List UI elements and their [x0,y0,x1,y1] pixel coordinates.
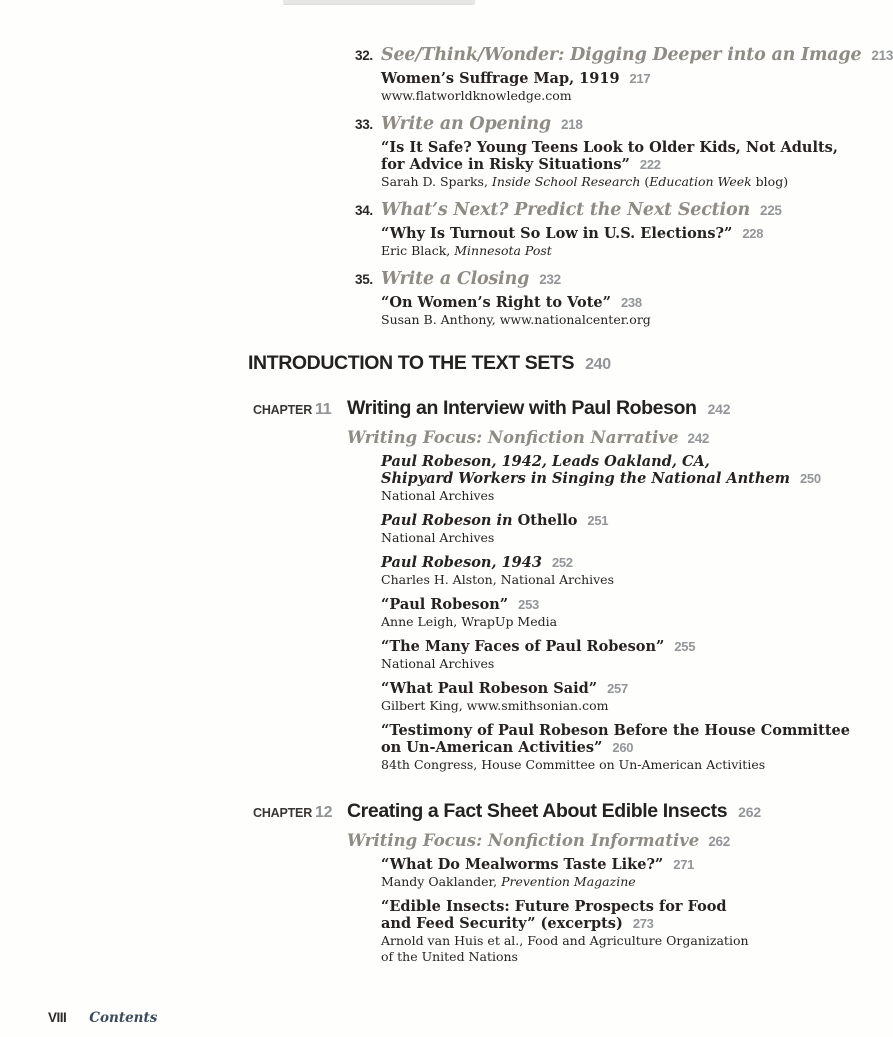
reading-source [381,312,824,328]
strategy-item [355,44,893,104]
reading-title [381,898,761,932]
focus-page-number: 262 [708,834,730,849]
reading-entry [381,554,850,588]
text-segment: Women’s Suffrage Map, 1919 [381,70,620,87]
chapter-title-line [347,799,761,824]
reading-entry [381,294,824,328]
reading-title-line [381,554,850,571]
chapter-title-line [347,396,850,421]
strategy-page-number: 232 [539,272,561,287]
strategy-number: 32. [355,48,373,63]
text-sets-heading-page-number: 240 [585,356,611,373]
strategy-page-number: 213 [871,48,893,63]
reading-source [381,757,850,773]
text-segment: Sarah D. Sparks, [381,174,492,189]
text-segment: Paul Robeson, 1943 [381,554,542,571]
chapter-page-number: 242 [707,401,731,417]
text-segment: Eric Black, [381,243,455,258]
text-segment: “Paul Robeson” [381,596,509,613]
chapter-main [347,799,761,965]
reading-title-line [381,680,850,697]
strategy-readings [381,70,824,104]
reading-source-line [381,174,824,190]
strategy-readings [381,139,838,190]
text-segment: Shipyard Workers in Singing the National Anthem [381,470,790,487]
reading-source-line [381,933,761,949]
strategy-list [355,44,893,328]
strategy-item [355,199,824,259]
reading-entry [381,722,850,773]
strategy-heading [355,199,824,222]
reading-source [381,174,824,190]
focus-page-number: 242 [687,431,710,446]
reading-source [381,614,850,630]
reading-source-line [381,656,850,672]
reading-title [381,638,850,655]
text-sets-heading [248,350,824,378]
reading-source-line [381,88,824,104]
strategy-heading [355,113,824,136]
strategy-page-number: 225 [760,203,782,218]
text-segment: Othello [512,512,578,529]
reading-source-line [381,488,850,504]
strategy-title: See/Think/Wonder: Digging Deeper into an Image [381,45,862,65]
reading-page-number: 271 [673,857,695,872]
text-segment: ( [640,174,650,189]
reading-entry [381,70,824,104]
reading-title [381,680,850,697]
reading-page-number: 257 [607,681,628,696]
chapter-title: Writing an Interview with Paul Robeson [347,397,697,419]
text-segment: Education Week [649,174,752,189]
strategy-page-number: 218 [560,117,583,132]
reading-title [381,554,850,571]
reading-entry [381,139,838,190]
text-segment: 84th Congress, House Committee on Un-American Activities [381,757,766,772]
reading-source [381,698,850,714]
reading-source [381,572,850,588]
writing-focus: Writing Focus: Nonfiction Informative [347,831,700,850]
text-segment: National Archives [381,488,495,503]
reading-source [381,874,761,890]
writing-focus-line [347,427,850,450]
reading-source [381,933,761,965]
reading-title [381,596,850,613]
chapter-readings [381,856,761,965]
text-segment: of the United Nations [381,949,518,964]
reading-entry [381,856,761,890]
chapter-number: 12 [315,804,333,821]
reading-page-number: 250 [799,471,821,486]
reading-page-number: 253 [518,597,539,612]
reading-title-line [381,915,761,932]
chapter-number: 11 [315,401,332,418]
text-segment: blog) [751,174,789,189]
reading-source [381,488,850,504]
reading-title-line [381,470,850,487]
text-segment: Inside School Research [491,174,641,189]
reading-entry [381,512,850,546]
reading-title [381,453,850,487]
reading-title-line [381,294,824,311]
reading-title-line [381,225,824,242]
text-segment: Minnesota Post [454,243,552,258]
text-segment: “The Many Faces of Paul Robeson” [381,638,665,655]
text-segment: “Is It Safe? Young Teens Look to Older Kids, Not Adults, [381,139,838,156]
reading-entry [381,638,850,672]
reading-page-number: 222 [639,157,661,172]
reading-title-line [381,70,824,87]
strategy-heading [355,44,893,67]
strategy-heading [355,268,824,291]
text-segment: www.flatworldknowledge.com [381,88,572,103]
chapter-title: Creating a Fact Sheet About Edible Insects [347,800,728,822]
chapter-word: CHAPTER [253,403,313,417]
reading-page-number: 260 [612,740,634,755]
reading-page-number: 238 [620,295,642,310]
strategy-readings [381,225,824,259]
chapter-label [253,799,347,965]
text-segment: Arnold van Huis et al., Food and Agriculture Organization [381,933,749,948]
strategy-number: 34. [355,203,373,218]
reading-title-line [381,856,761,873]
reading-title [381,512,850,529]
reading-title [381,70,824,87]
reading-title-line [381,139,838,156]
writing-focus: Writing Focus: Nonfiction Narrative [347,428,679,447]
reading-entry [381,680,850,714]
reading-entry [381,898,761,965]
reading-source-line [381,243,824,259]
text-segment: Gilbert King, www.smithsonian.com [381,698,609,713]
reading-page-number: 255 [674,639,696,654]
strategy-title: Write an Opening [381,114,551,134]
reading-page-number: 217 [629,71,651,86]
strategy-readings [381,294,824,328]
chapter-entry [253,799,824,965]
strategy-item [355,113,838,190]
reading-source-line [381,614,850,630]
reading-title [381,856,761,873]
text-segment: Paul Robeson in [381,512,513,529]
text-segment: “Edible Insects: Future Prospects for Food [381,898,727,915]
reading-source-line [381,530,850,546]
reading-title-line [381,156,824,173]
strategy-title: What’s Next? Predict the Next Section [381,200,750,220]
reading-page-number: 251 [587,513,609,528]
reading-page-number: 273 [632,916,654,931]
text-segment: for Advice in Risky Situations” [381,156,630,173]
text-segment: Susan B. Anthony, www.nationalcenter.org [381,312,651,327]
footer-section-label: Contents [89,1010,158,1026]
reading-source-line [381,312,824,328]
reading-title [381,722,850,756]
reading-entry [381,225,824,259]
text-segment: and Feed Security” (excerpts) [381,915,623,932]
chapter-readings [381,453,850,773]
reading-title-line [381,722,850,739]
chapter-main [347,396,850,773]
reading-source-line [381,949,761,965]
text-segment: “Why Is Turnout So Low in U.S. Elections?” [381,225,733,242]
text-segment: “What Do Mealworms Taste Like?” [381,856,664,873]
text-segment: Anne Leigh, WrapUp Media [381,614,558,629]
chapter-label [253,396,347,773]
text-segment: Mandy Oaklander, [381,874,502,889]
reading-title [381,294,824,311]
reading-source-line [381,874,761,890]
reading-title-line [381,638,850,655]
text-segment: Prevention Magazine [501,874,636,889]
text-segment: National Archives [381,530,495,545]
text-segment: “What Paul Robeson Said” [381,680,598,697]
reading-source-line [381,757,850,773]
footer-page-number: VIII [48,1010,67,1025]
text-segment: Paul Robeson, 1942, Leads Oakland, CA, [381,453,710,470]
reading-title [381,225,824,242]
text-segment: on Un-American Activities” [381,739,603,756]
reading-title-line [381,596,850,613]
page-footer [48,1010,157,1026]
strategy-number: 35. [355,272,373,287]
text-segment: Charles H. Alston, National Archives [381,572,614,587]
reading-source [381,88,824,104]
reading-title-line [381,739,850,756]
text-sets-heading-title: INTRODUCTION TO THE TEXT SETS [248,352,575,374]
reading-title-line [381,512,850,529]
reading-source-line [381,698,850,714]
strategy-number: 33. [355,117,373,132]
writing-focus-line [347,830,761,853]
reading-title-line [381,898,761,915]
reading-page-number: 252 [551,555,573,570]
reading-entry [381,596,850,630]
reading-source [381,530,850,546]
chapter-word: CHAPTER [253,806,313,820]
strategy-title: Write a Closing [381,269,530,289]
reading-entry [381,453,850,504]
text-segment: National Archives [381,656,495,671]
reading-title [381,139,838,173]
reading-page-number: 228 [742,226,764,241]
chapter-entry [253,396,850,773]
strategy-item [355,268,824,328]
text-segment: “Testimony of Paul Robeson Before the House Committee [381,722,850,739]
reading-source [381,656,850,672]
chapter-list [0,396,850,965]
chapter-page-number: 262 [738,804,761,820]
text-segment: “On Women’s Right to Vote” [381,294,611,311]
reading-source [381,243,824,259]
reading-title-line [381,453,850,470]
reading-source-line [381,572,850,588]
